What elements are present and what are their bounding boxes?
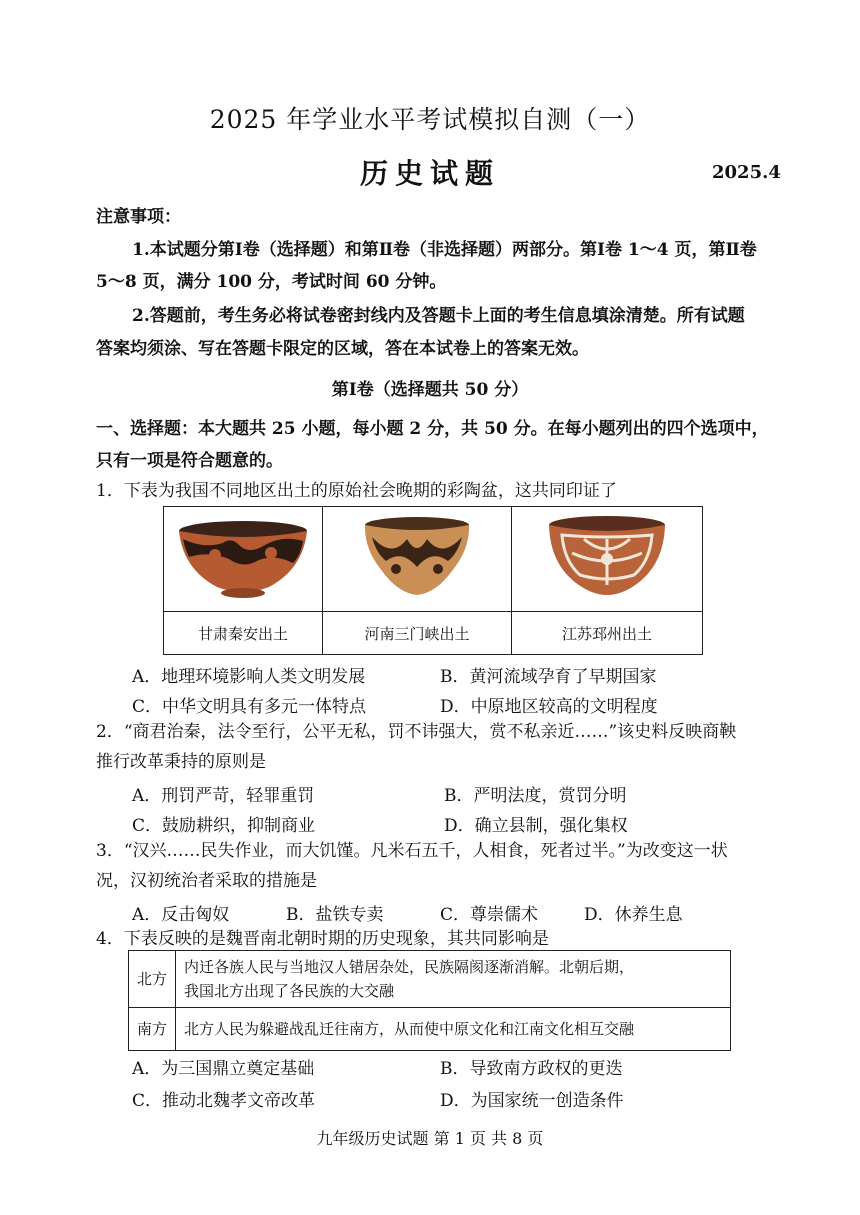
painted-pottery-basin-icon: [352, 509, 482, 605]
q3-stem-line2: 况，汉初统治者采取的措施是: [96, 871, 317, 891]
exam-date: 2025.4: [712, 162, 781, 183]
pottery-image-henan: [323, 507, 512, 612]
q2-option-a[interactable]: A．刑罚严苛，轻罪重罚: [132, 786, 315, 806]
notice-item1-line1: 1.本试题分第Ⅰ卷（选择题）和第Ⅱ卷（非选择题）两部分。第Ⅰ卷 1～4 页，第Ⅱ卷: [132, 240, 757, 260]
q1-option-c[interactable]: C．中华文明具有多元一体特点: [132, 697, 367, 717]
q4-option-b[interactable]: B．导致南方政权的更迭: [440, 1059, 623, 1079]
section-instruction-line2: 只有一项是符合题意的。: [96, 451, 283, 471]
q4-stem: 4．下表反映的是魏晋南北朝时期的历史现象，其共同影响是: [96, 929, 549, 949]
q3-option-a[interactable]: A．反击匈奴: [132, 905, 230, 925]
notice-heading: 注意事项：: [96, 207, 181, 227]
q4-option-d[interactable]: D．为国家统一创造条件: [440, 1091, 624, 1111]
notice-item2-line1: 2.答题前，考生务必将试卷密封线内及答题卡上面的考生信息填涂清楚。所有试题: [132, 306, 745, 326]
row-text-south: 北方人民为躲避战乱迁往南方，从而使中原文化和江南文化相互交融: [176, 1008, 731, 1051]
subject-title: 历史试题: [359, 157, 500, 190]
pottery-image-jiangsu: [512, 507, 703, 612]
q1-option-a[interactable]: A．地理环境影响人类文明发展: [132, 667, 366, 687]
exam-title: 2025 年学业水平考试模拟自测（一）: [209, 105, 651, 134]
q1-stem: 1．下表为我国不同地区出土的原始社会晚期的彩陶盆，这共同印证了: [96, 481, 617, 501]
row-label-south: 南方: [129, 1008, 176, 1051]
q2-stem-line1: 2．“商君治秦，法令至行，公平无私，罚不讳强大，赏不私亲近……”该史料反映商鞅: [96, 722, 737, 742]
caption-henan: 河南三门峡出土: [323, 612, 512, 655]
page-footer: 九年级历史试题 第 1 页 共 8 页: [316, 1129, 544, 1148]
q2-option-b[interactable]: B．严明法度，赏罚分明: [444, 786, 627, 806]
q3-option-c[interactable]: C．尊崇儒术: [440, 905, 539, 925]
q4-option-c[interactable]: C．推动北魏孝文帝改革: [132, 1091, 316, 1111]
caption-jiangsu: 江苏邳州出土: [512, 612, 703, 655]
history-phenomena-table: [128, 950, 731, 1051]
q3-option-b[interactable]: B．盐铁专卖: [286, 905, 384, 925]
q2-option-c[interactable]: C．鼓励耕织，抑制商业: [132, 816, 316, 836]
section-instruction-line1: 一、选择题：本大题共 25 小题，每小题 2 分，共 50 分。在每小题列出的四个选项中，: [96, 419, 769, 439]
q1-option-b[interactable]: B．黄河流域孕育了早期国家: [440, 667, 657, 687]
row-label-north: 北方: [129, 951, 176, 1008]
section-heading: 第Ⅰ卷（选择题共 50 分）: [331, 380, 529, 400]
row-text-north-line1: 内迁各族人民与当地汉人错居杂处，民族隔阂逐渐消解。北朝后期，: [184, 958, 635, 976]
notice-item1-line2: 5～8 页，满分 100 分，考试时间 60 分钟。: [96, 272, 447, 292]
pottery-table: [163, 506, 703, 655]
caption-gansu: 甘肃秦安出土: [164, 612, 323, 655]
q3-stem-line1: 3．“汉兴……民失作业，而大饥馑。凡米石五千，人相食，死者过半。”为改变这一状: [96, 841, 728, 861]
q1-option-d[interactable]: D．中原地区较高的文明程度: [440, 697, 658, 717]
painted-pottery-basin-icon: [173, 509, 313, 605]
painted-pottery-basin-icon: [542, 509, 672, 605]
q2-stem-line2: 推行改革秉持的原则是: [96, 752, 266, 772]
notice-item2-line2: 答案均须涂、写在答题卡限定的区域，答在本试卷上的答案无效。: [96, 339, 589, 359]
q2-option-d[interactable]: D．确立县制，强化集权: [444, 816, 628, 836]
row-text-north-line2: 我国北方出现了各民族的大交融: [184, 982, 395, 1000]
row-text-north: [176, 951, 731, 1008]
q4-option-a[interactable]: A．为三国鼎立奠定基础: [132, 1059, 315, 1079]
q3-option-d[interactable]: D．休养生息: [584, 905, 683, 925]
pottery-image-gansu: [164, 507, 323, 612]
